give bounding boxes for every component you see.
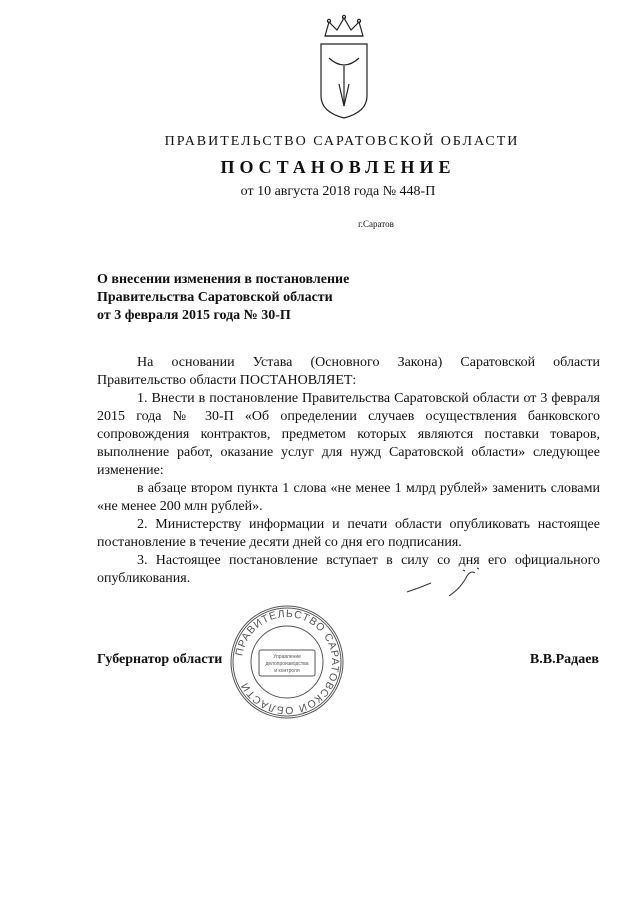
document-city: г.Саратов: [358, 219, 394, 229]
document-type: ПОСТАНОВЛЕНИЕ: [220, 157, 456, 177]
signatory-position: Губернатор области: [97, 652, 223, 667]
subject-line: О внесении изменения в постановление: [97, 272, 350, 287]
handwritten-signature: [405, 566, 485, 598]
svg-text:Управление: Управление: [273, 654, 301, 660]
body-item-3: 3. Настоящее постановление вступает в силу со дня его официального опубликования.: [97, 553, 600, 586]
document-date-number: от 10 августа 2018 года № 448-П: [240, 184, 436, 199]
body-item-1: 1. Внести в постановление Правительства Саратовской области от 3 февраля 2015 года № 30-П «Об определении случаев осуществления банковского сопровождения контрактов, предметом которых являются поставки товаров, выполнение работ, оказание услуг для нужд Саратовской области» следующее изменение:: [97, 391, 600, 478]
subject-line: Правительства Саратовской области: [97, 290, 333, 305]
body-intro: На основании Устава (Основного Закона) Саратовской области Правительство области ПОСТАНОВЛЯЕТ:: [97, 355, 600, 388]
document-body: [97, 354, 600, 588]
signatory-name: В.В.Радаев: [529, 652, 599, 667]
coat-of-arms-emblem: [315, 14, 373, 120]
document-subject: [97, 271, 349, 325]
body-item-1-detail: в абзаце втором пункта 1 слова «не менее 1 млрд рублей» заменить словами «не менее 200 млн рублей».: [97, 481, 600, 514]
svg-text:делопроизводства: делопроизводства: [265, 661, 309, 667]
svg-text:и контроля: и контроля: [274, 668, 300, 674]
subject-line: от 3 февраля 2015 года № 30-П: [97, 308, 291, 323]
government-name: ПРАВИТЕЛЬСТВО САРАТОВСКОЙ ОБЛАСТИ: [164, 134, 520, 149]
svg-text:ПРАВИТЕЛЬСТВО САРАТОВСКОЙ ОБЛА: ПРАВИТЕЛЬСТВО САРАТОВСКОЙ ОБЛАСТИ: [233, 607, 342, 717]
body-item-2: 2. Министерству информации и печати области опубликовать настоящее постановление в течение десяти дней со дня его подписания.: [97, 517, 600, 550]
official-seal-stamp: [229, 604, 345, 720]
